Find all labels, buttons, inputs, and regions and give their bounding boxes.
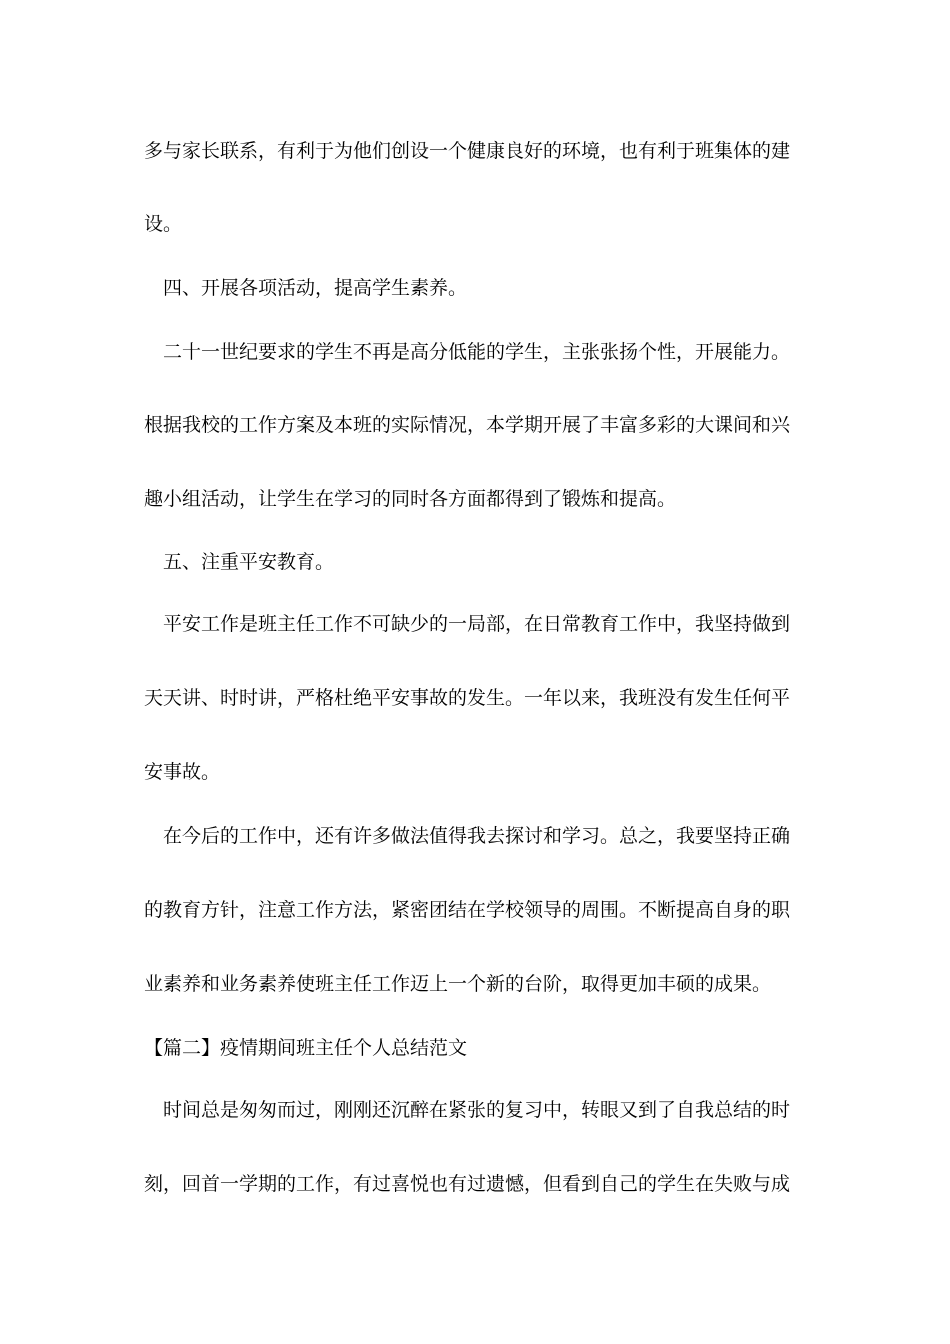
paragraph-line: 安事故。 bbox=[144, 761, 221, 783]
article-title: 【篇二】疫情期间班主任个人总结范文 bbox=[144, 1037, 468, 1059]
paragraph-line: 的教育方针，注意工作方法，紧密团结在学校领导的周围。不断提高自身的职 bbox=[144, 899, 791, 921]
paragraph-line: 二十一世纪要求的学生不再是高分低能的学生，主张张扬个性，开展能力。 bbox=[163, 341, 791, 363]
paragraph-line: 多与家长联系，有利于为他们创设一个健康良好的环境，也有利于班集体的建 bbox=[144, 140, 791, 162]
paragraph-line: 在今后的工作中，还有许多做法值得我去探讨和学习。总之，我要坚持正确 bbox=[163, 825, 791, 847]
section-heading: 四、开展各项活动，提高学生素养。 bbox=[163, 277, 468, 299]
paragraph-line: 天天讲、时时讲，严格杜绝平安事故的发生。一年以来，我班没有发生任何平 bbox=[144, 687, 791, 709]
paragraph-line: 业素养和业务素养使班主任工作迈上一个新的台阶，取得更加丰硕的成果。 bbox=[144, 973, 772, 995]
paragraph-line: 时间总是匆匆而过，刚刚还沉醉在紧张的复习中，转眼又到了自我总结的时 bbox=[163, 1099, 791, 1121]
paragraph-line: 刻，回首一学期的工作，有过喜悦也有过遗憾，但看到自己的学生在失败与成 bbox=[144, 1173, 791, 1195]
paragraph-line: 平安工作是班主任工作不可缺少的一局部，在日常教育工作中，我坚持做到 bbox=[163, 613, 791, 635]
section-heading: 五、注重平安教育。 bbox=[163, 551, 335, 573]
paragraph-line: 设。 bbox=[144, 213, 183, 235]
paragraph-line: 根据我校的工作方案及本班的实际情况，本学期开展了丰富多彩的大课间和兴 bbox=[144, 414, 791, 436]
paragraph-line: 趣小组活动，让学生在学习的同时各方面都得到了锻炼和提高。 bbox=[144, 488, 677, 510]
